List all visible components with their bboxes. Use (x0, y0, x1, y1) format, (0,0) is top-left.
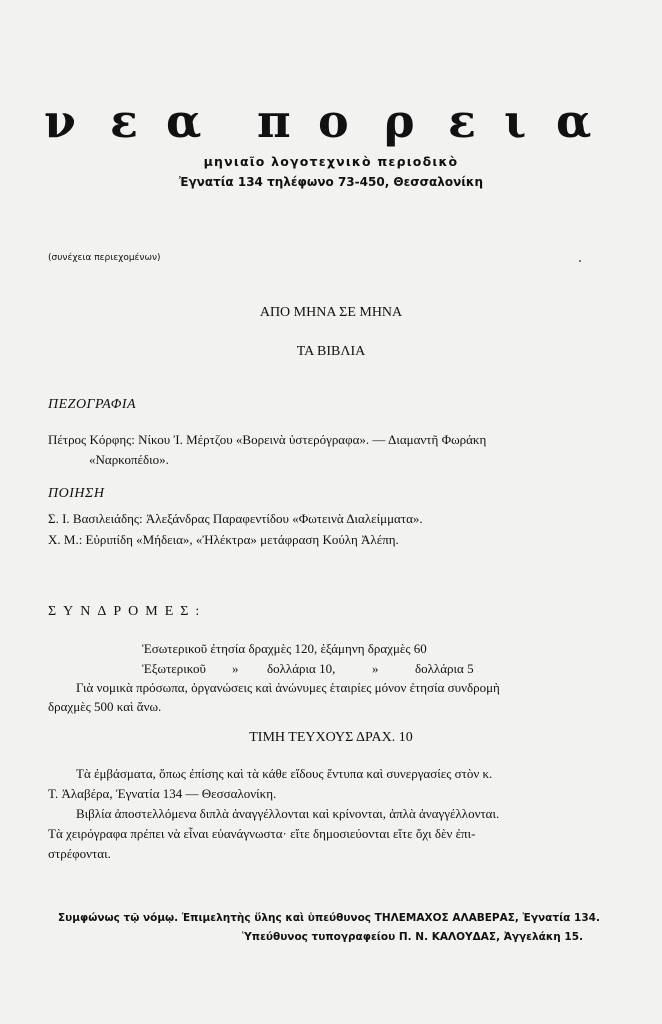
notice-line: Βιβλία ἀποστελλόμενα διπλὰ ἀναγγέλλονται καὶ κρίνονται, ἁπλὰ ἀναγγέλλονται. (76, 806, 500, 821)
masthead-address: Ἐγνατία 134 τηλέφωνο 73-450, Θεσσαλονίκη (179, 175, 483, 189)
masthead-letter: α (166, 94, 202, 148)
subscriptions-heading: ΣΥΝΔΡΟΜΕΣ: (48, 604, 207, 619)
subscription-foreign-annual: δολλάρια 10, (267, 661, 336, 676)
masthead-letter: ε (110, 94, 138, 148)
footer-printer-line: Ὑπεύθυνος τυπογραφείου Π. Ν. ΚΑΛΟΥΔΑΣ, Ἀγγελάκη 15. (242, 931, 584, 943)
ditto-mark: » (232, 661, 239, 676)
subscription-legal-line: δραχμὲς 500 καὶ ἄνω. (48, 699, 162, 714)
masthead-letter: ε (448, 94, 476, 148)
subscription-legal-line: Γιὰ νομικὰ πρόσωπα, ὀργανώσεις καὶ ἀνώνυμες ἑταιρίες μόνον ἐτησία συνδρομὴ (76, 680, 500, 695)
issue-price: ΤΙΜΗ ΤΕΥΧΟΥΣ ΔΡΑΧ. 10 (249, 730, 413, 745)
masthead-letter: ρ (384, 94, 415, 148)
section-subtitle: ΤΑ ΒΙΒΛΙΑ (296, 344, 366, 359)
subscription-domestic: Ἐσωτερικοῦ ἐτησία δραχμὲς 120, ἑξάμηνη δραχμὲς 60 (142, 641, 427, 656)
subscription-foreign-label: Ἐξωτερικοῦ (142, 661, 206, 676)
notice-line: Τ. Ἀλαβέρα, Ἐγνατία 134 — Θεσσαλονίκη. (48, 786, 277, 801)
masthead-letter: π (257, 94, 291, 148)
masthead-letter: ν (44, 94, 76, 148)
poetry-entry-line: Χ. Μ.: Εὐριπίδη «Μήδεια», «Ἠλέκτρα» μετάφραση Κούλη Ἀλέπη. (48, 532, 399, 547)
masthead-letter: ο (318, 94, 349, 148)
masthead-letter: ι (504, 94, 527, 148)
notice-line: στρέφονται. (48, 846, 111, 861)
masthead-subtitle: μηνιαῖο λογοτεχνικὸ περιοδικὸ (203, 154, 459, 169)
ditto-mark: » (372, 661, 379, 676)
print-speck (579, 260, 581, 262)
masthead-letter: α (556, 94, 592, 148)
subscription-foreign-half: δολλάρια 5 (415, 661, 474, 676)
prose-heading: ΠΕΖΟΓΡΑΦΙΑ (48, 397, 137, 412)
contents-note: (συνέχεια περιεχομένων) (48, 253, 161, 263)
prose-entry-line: Πέτρος Κόρφης: Νίκου Ἰ. Μέρτζου «Βορεινὰ ὑστερόγραφα». — Διαμαντῆ Φωράκη (48, 432, 487, 447)
notice-line: Τὰ ἐμβάσματα, ὅπως ἐπίσης καὶ τὰ κάθε εἴδους ἔντυπα καὶ συνεργασίες στὸν κ. (76, 766, 493, 781)
footer-legal-line: Συμφώνως τῷ νόμῳ. Ἐπιμελητὴς ὕλης καὶ ὑπεύθυνος ΤΗΛΕΜΑΧΟΣ ΑΛΑΒΕΡΑΣ, Ἐγνατία 134. (58, 912, 600, 924)
poetry-entry-line: Σ. Ι. Βασιλειάδης: Ἀλεξάνδρας Παραφεντίδου «Φωτεινὰ Διαλείμματα». (48, 511, 423, 526)
poetry-heading: ΠΟΙΗΣΗ (48, 486, 105, 501)
prose-entry-line: «Ναρκοπέδιο». (89, 452, 169, 467)
notice-line: Τὰ χειρόγραφα πρέπει νὰ εἶναι εὐανάγνωστα· εἴτε δημοσιεύονται εἴτε ὄχι δὲν ἐπι- (48, 826, 476, 841)
section-title: ΑΠΟ ΜΗΝΑ ΣΕ ΜΗΝΑ (259, 305, 403, 320)
